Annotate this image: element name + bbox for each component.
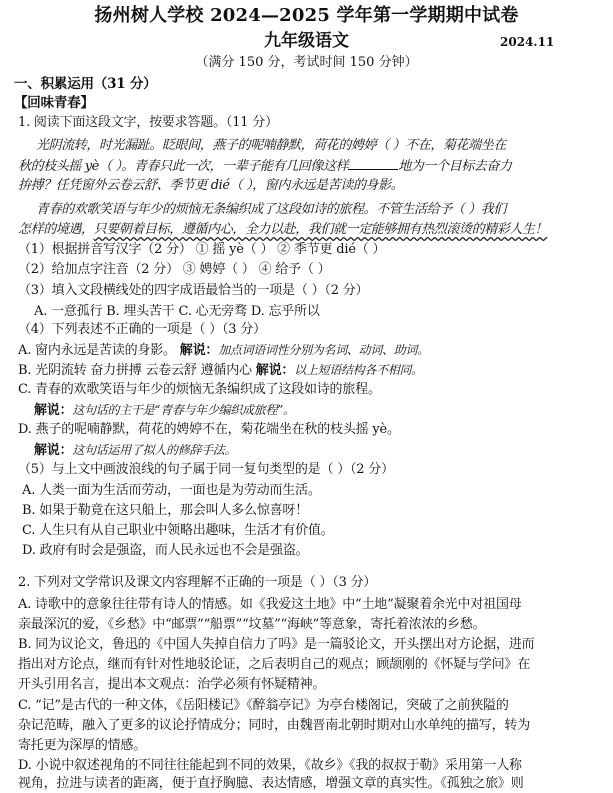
q1-sub-4-option-d: D. 燕子的呢喃静默，荷花的娉婷不在，菊花端坐在秋的枝头摇 yè。	[18, 422, 400, 437]
option-d-explanation: 这句话运用了拟人的修辞手法。	[72, 443, 237, 457]
q1-sub-5-option-c: C. 人生只有从自己职业中领略出趣味，生活才有价值。	[22, 523, 334, 538]
option-a-label: 解说：	[179, 343, 219, 358]
q2-line-3: B. 同为议论文，鲁迅的《中国人失掉自信力了吗》是一篇驳论文，开头摆出对方论据，进而	[18, 637, 535, 652]
exam-date: 2024.11	[500, 35, 555, 49]
q1-sub-5: （5）与上文中画波浪线的句子属于同一复句类型的是（ ）（2 分）	[18, 462, 394, 477]
q2-line-2: 亲最深沉的爱，《乡愁》中“邮票”“船票”“坟墓”“海峡”等意象，寄托着浓浓的乡愁。	[18, 617, 486, 632]
q1-sub-4-option-c-expl	[34, 401, 295, 420]
idiom-blank	[348, 157, 398, 170]
q1-sub-5-option-d: D. 政府有时会是强盗，而人民永远也不会是强盗。	[22, 543, 309, 558]
exam-info: （满分 150 分，考试时间 150 分钟）	[195, 55, 418, 70]
q1-sub-4-option-b	[18, 361, 423, 380]
section-subheading: 【回味青春】	[14, 95, 94, 111]
section-heading: 一、积累运用（31 分）	[14, 76, 157, 92]
passage-line-5	[18, 221, 547, 239]
q1-sub-4-option-d-expl	[34, 441, 236, 460]
exam-subtitle: 九年级语文	[264, 31, 349, 51]
passage-line-2	[18, 157, 512, 176]
exam-title: 扬州树人学校 2024—2025 学年第一学期期中试卷	[94, 5, 519, 26]
q1-sub-2: （2）给加点字注音（2 分） ③ 娉婷（ ） ④ 给予（ ）	[18, 262, 331, 277]
q1-sub-1: （1）根据拼音写汉字（2 分） ① 摇 yè（ ） ② 季节更 dié（ ）	[18, 242, 386, 257]
q2-line-10: 视角，拉进与读者的距离，便于直抒胸臆、表达情感，增强文章的真实性。《孤独之旅》则	[18, 776, 524, 791]
q2-line-6: C. “记”是古代的一种文体，《岳阳楼记》《醉翁亭记》为亭台楼阁记，突破了之前狭隘的	[18, 698, 509, 713]
q2-line-7: 杂记范畴，融入了更多的议论抒情成分；同时，由魏晋南北朝时期对山水单纯的描写，转为	[18, 718, 531, 733]
passage-line-1: 光阴流转，时光漏趾。眨眼间，燕子的呢喃静默，荷花的娉婷（ ）不在，菊花端坐在	[36, 138, 506, 153]
passage-line-3: 拚搏？任凭窗外云卷云舒、季节更 dié（ ），窗内永远是苦读的身影。	[18, 178, 404, 193]
q2-stem: 2. 下列对文学常识及课文内容理解不正确的一项是（ ）（3 分）	[18, 575, 377, 590]
passage-line-4: 青春的欢歌笑语与年少的烦恼无条编织成了这段如诗的旅程。不管生活给予（ ）我们	[36, 202, 506, 217]
option-c-explanation: 这句话的主干是“青春与年少编织成旅程”。	[72, 403, 295, 417]
option-a-explanation: 加点词语词性分别为名词、动词、助词。	[218, 343, 429, 357]
option-b-text: B. 光阴流转 奋力拼搏 云卷云舒 遵循内心	[18, 363, 252, 378]
q1-sub-4: （4）下列表述不正确的一项是（ ）（3 分）	[18, 322, 266, 337]
q1-sub-4-option-a	[18, 341, 429, 360]
passage-line-5a: 怎样的境遇，	[18, 222, 94, 237]
q1-sub-5-option-b: B. 如果于勒竟在这只船上，那会叫人多么惊喜呀！	[22, 503, 309, 518]
q2-line-1: A. 诗歌中的意象往往带有诗人的情感。如《我爱这土地》中“土地”凝聚着余光中对祖国母	[18, 597, 522, 612]
q1-stem: 1. 阅读下面这段文字，按要求答题。（11 分）	[18, 115, 278, 130]
option-d-label: 解说：	[34, 443, 73, 458]
q1-sub-4-option-c: C. 青春的欢歌笑语与年少的烦恼无条编织成了这段如诗的旅程。	[18, 382, 381, 397]
q2-line-4: 指出对方论点，继而有针对性地驳论证，之后表明自己的观点；顾颉刚的《怀疑与学问》在	[18, 657, 531, 672]
passage-line-2b: 地为一个目标去奋力	[398, 159, 512, 174]
q2-line-5: 开头引用名言，提出本文观点：治学必须有怀疑精神。	[18, 677, 326, 692]
q1-sub-3: （3）填入文段横线处的四字成语最恰当的一项是（ ）（2 分）	[18, 283, 369, 298]
option-b-explanation: 以上短语结构各不相同。	[294, 363, 423, 377]
option-c-label: 解说：	[34, 403, 73, 418]
q2-line-8: 寄托更为深厚的情感。	[18, 738, 147, 753]
option-b-label: 解说：	[255, 363, 295, 378]
passage-line-2a: 秋的枝头摇 yè（ ）。青春只此一次，一辈子能有几回像这样	[18, 159, 349, 174]
q2-line-9: D. 小说中叙述视角的不同往往能起到不同的效果，《故乡》《我的叔叔于勒》采用第一人称	[18, 758, 522, 773]
wavy-underlined-sentence: 只要朝着目标，遵循内心，全力以赴，我们就一定能够拥有热烈滚烫的精彩人生！	[93, 222, 548, 237]
option-a-text: A. 窗内永远是苦读的身影。	[18, 343, 176, 358]
q1-sub-3-options: A. 一意孤行 B. 埋头苦干 C. 心无旁骛 D. 忘乎所以	[34, 304, 320, 319]
q1-sub-5-option-a: A. 人类一面为生活而劳动，一面也是为劳动而生活。	[22, 483, 321, 498]
